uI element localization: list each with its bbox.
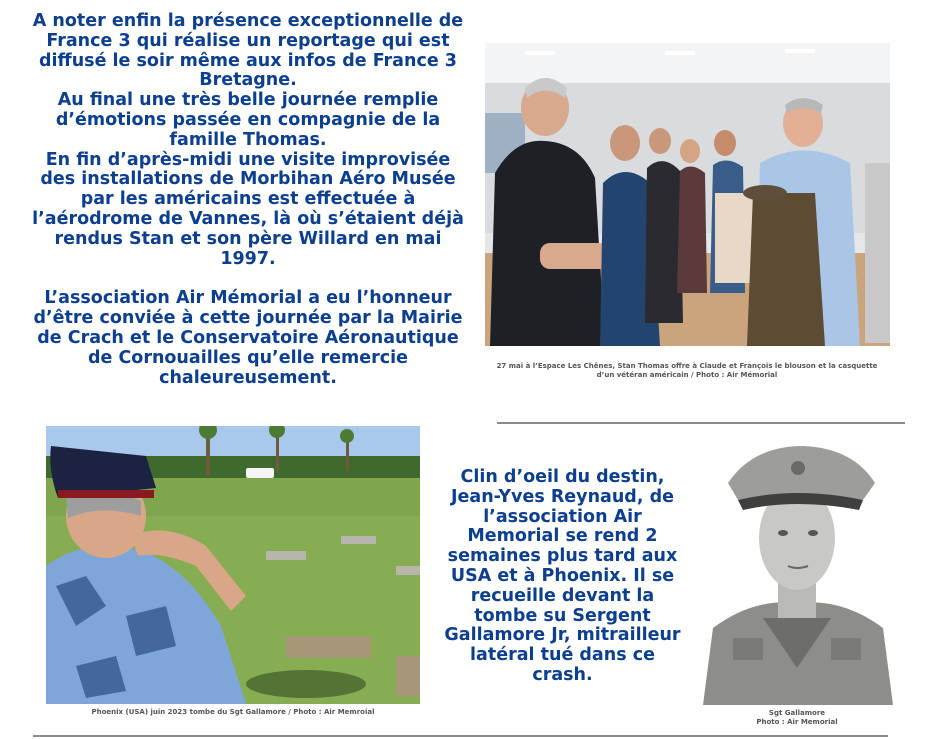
- paragraph-clin-doeil: Clin d’oeil du destin, Jean-Yves Reynaud, de l’association Air Memorial se rend 2 semaines plus tard aux USA et à Phoenix. Il se recueille devant la tombe su Sergent Gallamore Jr, mitrailleur latéral tué dans ce crash.: [444, 467, 681, 685]
- middle-text-block: [440, 468, 685, 686]
- ceremony-photo: [485, 43, 890, 346]
- paragraph-association: L’association Air Mémorial a eu l’honneur d’être conviée à cette journée par la Mairie de Crach et le Conservatoire Aéronautique de Cornouailles qu’elle remercie chaleureusement.: [33, 288, 463, 388]
- grave-photo-caption: Phoenix (USA) juin 2023 tombe du Sgt Gallamore / Photo : Air Memroial: [91, 708, 375, 716]
- caption-line: d’un vétéran américain / Photo : Air Mémorial: [596, 371, 778, 379]
- separator-line: [497, 422, 905, 424]
- top-text-block: [28, 12, 468, 388]
- paragraph-journee: Au final une très belle journée remplie d’émotions passée en compagnie de la famille Thomas.: [55, 90, 441, 150]
- paragraph-visite: En fin d’après-midi une visite improvisée des installations de Morbihan Aéro Musée par les américains est effectuée à l’aérodrome de Vannes, là où s’étaient déjà rendus Stan et son père Willard en mai 1997.: [32, 149, 464, 269]
- portrait-caption: [693, 709, 901, 727]
- bottom-separator-line: [33, 735, 888, 737]
- grave-salute-photo: [46, 426, 420, 704]
- paragraph-france3: A noter enfin la présence exceptionnelle de France 3 qui réalise un reportage qui est diffusé le soir même aux infos de France 3 Bretagne.: [32, 11, 464, 91]
- ceremony-photo-caption: [482, 362, 892, 380]
- sergeant-portrait-photo: [693, 438, 901, 705]
- caption-line: Sgt Gallamore: [768, 709, 826, 717]
- caption-line: Photo : Air Memorial: [756, 718, 838, 726]
- caption-line: 27 mai à l’Espace Les Chênes, Stan Thomas offre à Claude et François le blouson et la casquette: [496, 362, 878, 370]
